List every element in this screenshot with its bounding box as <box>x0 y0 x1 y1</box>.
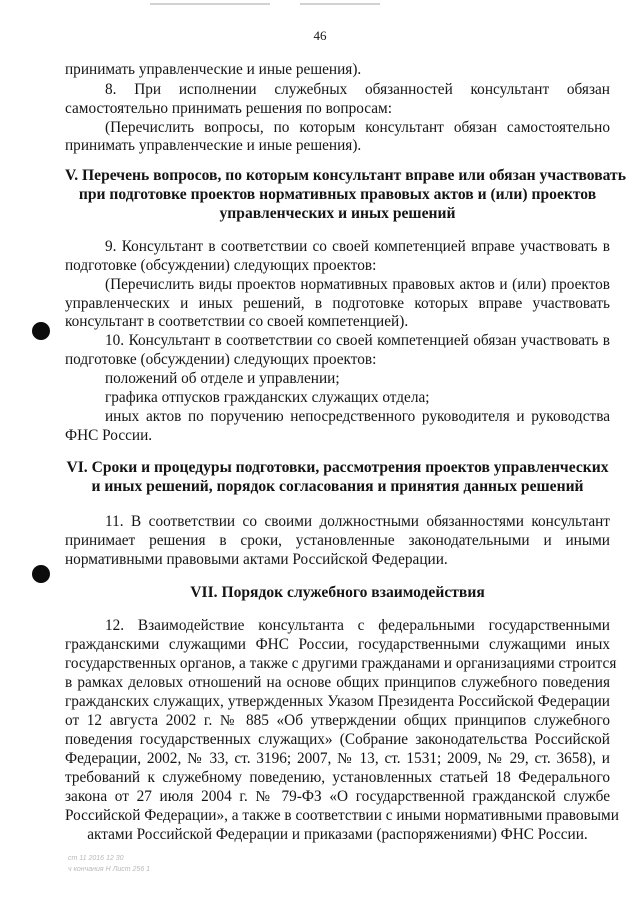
scan-artifact <box>150 3 270 5</box>
section-heading-vii: VII. Порядок служебного взаимодействия <box>190 584 485 601</box>
section-heading-v: управленческих и иных решений <box>219 205 456 222</box>
text-line: (Перечислить вопросы, по которым консультант обязан самостоятельно <box>105 119 610 136</box>
text-line: гражданскими служащими ФНС России, государственными служащими иных <box>65 636 610 653</box>
text-line: Российской Федерации», а также в соответствии с иными нормативными правовыми <box>65 807 619 824</box>
text-line: Федерации, 2002, № 33, ст. 3196; 2007, № 13, ст. 1531; 2009, № 29, ст. 3658), и <box>65 750 610 767</box>
text-line: подготовке (обсуждении) следующих проектов: <box>65 351 377 368</box>
section-heading-vi: и иных решений, порядок согласования и принятия данных решений <box>91 478 584 495</box>
text-line: принимать управленческие и иные решения). <box>65 137 362 154</box>
text-line: положений об отделе и управлении; <box>105 370 340 387</box>
text-line: поведения государственных служащих» (Собрание законодательства Российской <box>65 731 610 748</box>
text-line: принимать управленческие и иные решения). <box>65 61 362 78</box>
footer-stamp: ч кончания Н Лист 256 1 <box>68 866 151 873</box>
text-line: требований к служебному поведению, установленных статьей 18 Федерального <box>65 769 610 786</box>
text-line: 9. Консультант в соответствии со своей компетенцией вправе участвовать в <box>105 238 610 255</box>
footer-stamp: ст 11 2016 12 30 <box>68 855 124 862</box>
text-line: 12. Взаимодействие консультанта с федеральными государственными <box>105 617 610 634</box>
text-line: принимает решения в сроки, установленные законодательными и иными <box>65 532 610 549</box>
text-line: гражданских служащих, утвержденных Указом Президента Российской Федерации <box>65 693 610 710</box>
text-line: от 12 августа 2002 г. № 885 «Об утверждении общих принципов служебного <box>65 712 610 729</box>
text-line: актами Российской Федерации и приказами (распоряжениями) ФНС России. <box>87 826 588 843</box>
section-heading-v: V. Перечень вопросов, по которым консультант вправе или обязан участвовать <box>65 167 626 184</box>
text-line: нормативными правовыми актами Российской Федерации. <box>65 551 448 568</box>
text-line: графика отпусков гражданских служащих отдела; <box>105 389 430 406</box>
text-line: консультант в соответствии со своей компетенцией). <box>65 313 409 330</box>
page-number: 46 <box>313 28 327 43</box>
text-line: 8. При исполнении служебных обязанностей консультант обязан <box>105 81 610 98</box>
scan-artifact <box>300 3 380 5</box>
text-line: государственных органов, а также с другими гражданами и организациями строится <box>65 655 617 672</box>
text-line: иных актов по поручению непосредственного руководителя и руководства <box>105 408 610 425</box>
text-line: 11. В соответствии со своими должностными обязанностями консультант <box>105 513 610 530</box>
section-heading-vi: VI. Сроки и процедуры подготовки, рассмотрения проектов управленческих <box>66 459 609 476</box>
section-heading-v: при подготовке проектов нормативных правовых актов и (или) проектов <box>78 186 597 203</box>
text-line: 10. Консультант в соответствии со своей компетенцией обязан участвовать в <box>105 332 610 349</box>
hole-punch <box>32 322 50 340</box>
text-line: в рамках деловых отношений на основе общих принципов служебного поведения <box>65 674 610 691</box>
text-line: ФНС России. <box>65 427 153 444</box>
text-line: подготовке (обсуждении) следующих проектов: <box>65 257 377 274</box>
text-line: закона от 27 июля 2004 г. № 79-ФЗ «О государственной гражданской службе <box>65 788 610 805</box>
text-line: самостоятельно принимать решения по вопросам: <box>65 100 392 117</box>
hole-punch <box>32 565 50 583</box>
text-line: (Перечислить виды проектов нормативных правовых актов и (или) проектов <box>105 276 610 293</box>
text-line: управленческих и иных решений, в подготовке которых вправе участвовать <box>65 295 610 312</box>
